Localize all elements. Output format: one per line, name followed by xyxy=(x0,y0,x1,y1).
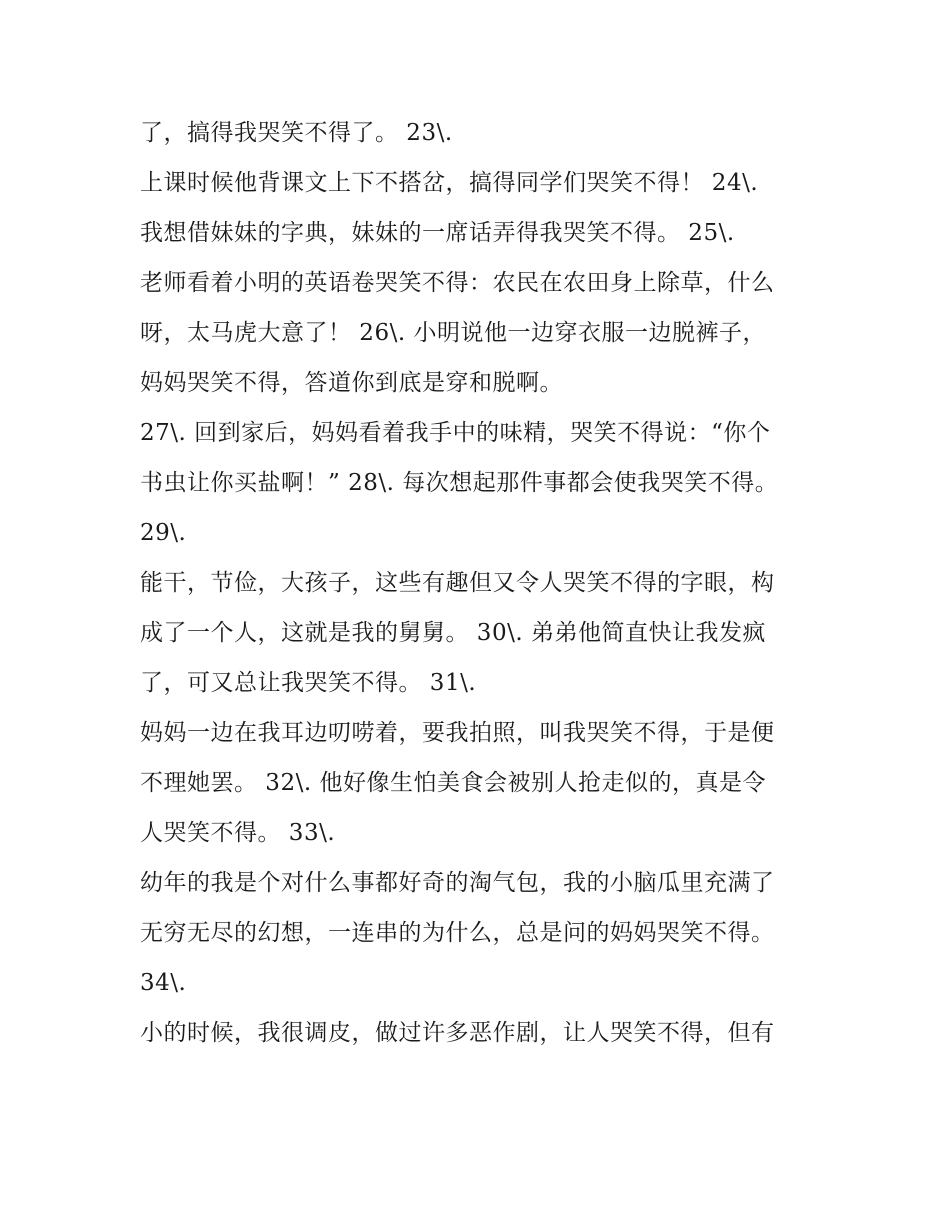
text-line: 小的时候，我很调皮，做过许多恶作剧，让人哭笑不得，但有 xyxy=(140,1020,775,1046)
text-line: 了，搞得我哭笑不得了。 23\. xyxy=(140,120,453,146)
text-line: 书虫让你买盐啊！” 28\. 每次想起那件事都会使我哭笑不得。 xyxy=(140,470,779,496)
text-line: 老师看着小明的英语卷哭笑不得：农民在农田身上除草，什么 xyxy=(140,270,775,296)
text-line: 无穷无尽的幻想，一连串的为什么，总是问的妈妈哭笑不得。 xyxy=(140,920,775,946)
text-line: 成了一个人，这就是我的舅舅。 30\. 弟弟他简直快让我发疯 xyxy=(140,620,766,646)
text-line: 了，可又总让我哭笑不得。 31\. xyxy=(140,670,477,696)
text-line: 人哭笑不得。 33\. xyxy=(140,820,336,846)
text-line: 幼年的我是个对什么事都好奇的淘气包，我的小脑瓜里充满了 xyxy=(140,870,775,896)
text-line: 妈妈一边在我耳边叨唠着，要我拍照，叫我哭笑不得，于是便 xyxy=(140,720,775,746)
body-text xyxy=(140,108,840,1058)
text-line: 29\. xyxy=(140,520,187,546)
text-line: 呀，太马虎大意了！ 26\. 小明说他一边穿衣服一边脱裤子， xyxy=(140,320,766,346)
text-line: 27\. 回到家后，妈妈看着我手中的味精，哭笑不得说：“你个 xyxy=(140,420,771,446)
text-line: 34\. xyxy=(140,970,187,996)
text-line: 我想借妹妹的字典，妹妹的一席话弄得我哭笑不得。 25\. xyxy=(140,220,735,246)
text-line: 能干，节俭，大孩子，这些有趣但又令人哭笑不得的字眼，构 xyxy=(140,570,775,596)
text-line: 上课时候他背课文上下不搭岔，搞得同学们哭笑不得！ 24\. xyxy=(140,170,759,196)
text-line: 不理她罢。 32\. 他好像生怕美食会被别人抢走似的，真是令 xyxy=(140,770,766,796)
text-line: 妈妈哭笑不得，答道你到底是穿和脱啊。 xyxy=(140,370,563,396)
